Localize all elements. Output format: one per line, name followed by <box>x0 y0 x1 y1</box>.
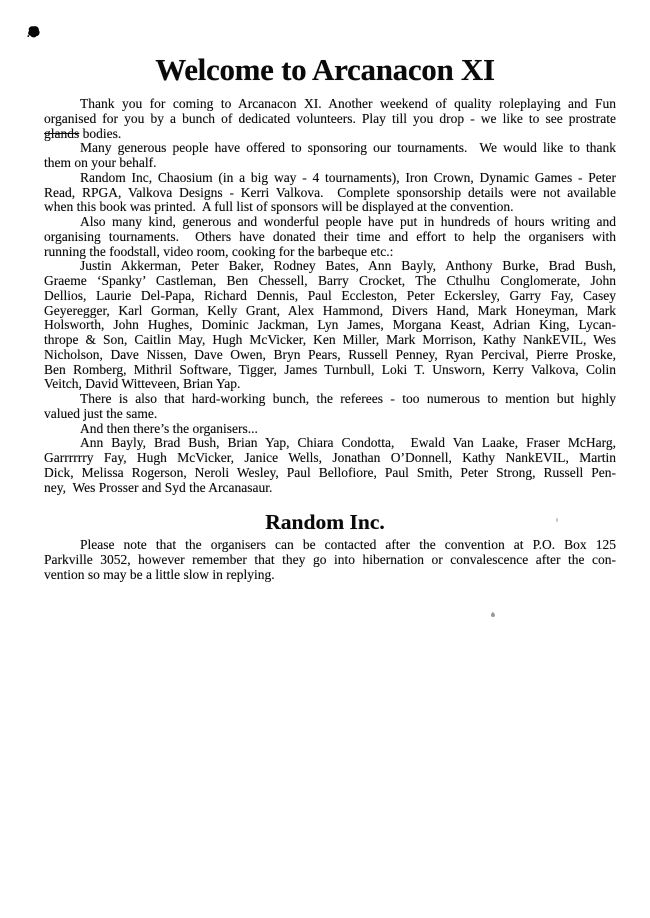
section-heading: Random Inc. <box>265 510 385 534</box>
text-line: when this book was printed. A full list of sponsors will be displayed at the convention. <box>44 199 514 215</box>
text-line: Ann Bayly, Brad Bush, Brian Yap, Chiara Condotta, Ewald Van Laake, Fraser McHarg, <box>80 435 616 451</box>
text-line: Veitch, David Witteveen, Brian Yap. <box>44 376 241 392</box>
text-line: Garrrrrry Fay, Hugh McVicker, Janice Wells, Jonathan O’Donnell, Kathy NankEVIL, Martin <box>44 450 616 465</box>
text-line: running the foodstall, video room, cooking for the barbeque etc.: <box>44 243 394 259</box>
ink-blot-artifact <box>25 24 42 40</box>
text-line: Dellios, Laurie Del-Papa, Richard Dennis, Paul Eccleston, Peter Eckersley, Garry Fay, Casey <box>44 287 616 303</box>
text-line: Justin Akkerman, Peter Baker, Rodney Bates, Ann Bayly, Anthony Burke, Brad Bush, <box>80 258 616 274</box>
body-text-block <box>44 97 616 495</box>
page-title: Welcome to Arcanacon XI <box>155 52 495 87</box>
text-line: Read, RPGA, Valkova Designs - Kerri Valkova. Complete sponsorship details were not available <box>44 184 616 200</box>
text-line: And then there’s the organisers... <box>80 420 258 436</box>
text-line: glands bodies. <box>44 125 122 141</box>
text-line: Many generous people have offered to sponsoring our tournaments. We would like to thank <box>80 140 616 156</box>
text-line: Also many kind, generous and wonderful people have put in hundreds of hours writing and <box>80 214 616 229</box>
footer-text-block <box>44 538 616 582</box>
struck-through-word: glands <box>44 125 80 141</box>
text-line: organised for you by a bunch of dedicated volunteers. Play till you drop - we like to see prostrate <box>44 110 616 126</box>
text-line: Dick, Melissa Rogerson, Neroli Wesley, Paul Bellofiore, Paul Smith, Peter Strong, Russell Pen- <box>44 464 616 480</box>
text-line: Holsworth, John Hughes, Dominic Jackman, Lyn James, Morgana Keast, Adrian King, Lycan- <box>44 317 616 333</box>
text-line: Graeme ‘Spanky’ Castleman, Ben Chessell, Barry Crocket, The Cthulhu Conglomerate, John <box>44 273 616 288</box>
text-line: Please note that the organisers can be contacted after the convention at P.O. Box 125 <box>80 537 616 552</box>
text-line: Thank you for coming to Arcanacon XI. Another weekend of quality roleplaying and Fun <box>80 96 616 111</box>
text-line: organising tournaments. Others have donated their time and effort to help the organisers with <box>44 228 616 244</box>
text-line: thrope & Son, Caitlin May, Hugh McVicker, Ken Miller, Mark Morrison, Kathy NankEVIL, Wes <box>44 332 616 347</box>
text-line: valued just the same. <box>44 405 158 421</box>
text-line: vention so may be a little slow in replying. <box>44 566 275 582</box>
text-line: Nicholson, Dave Nissen, Dave Owen, Bryn Pears, Russell Penney, Ryan Percival, Pierre Proske, <box>44 346 616 362</box>
scan-speck-artifact <box>491 613 495 617</box>
text-line: them on your behalf. <box>44 155 157 170</box>
text-line: Geyeregger, Karl Gorman, Kelly Grant, Alex Hammond, Divers Hand, Mark Honeyman, Mark <box>44 302 616 318</box>
text-line: Ben Romberg, Mithril Software, Tigger, James Turnbull, Loki T. Unsworn, Kerry Valkova, Colin <box>44 361 616 377</box>
text-line: Parkville 3052, however remember that they go into hibernation or convalescence after the con- <box>44 551 616 567</box>
text-line: Random Inc, Chaosium (in a big way - 4 tournaments), Iron Crown, Dynamic Games - Peter <box>80 169 616 185</box>
text-line: ney, Wes Prosser and Syd the Arcanasaur. <box>44 479 273 495</box>
text-line: There is also that hard-working bunch, the referees - too numerous to mention but highly <box>80 391 616 406</box>
scan-speck-artifact <box>556 518 558 522</box>
